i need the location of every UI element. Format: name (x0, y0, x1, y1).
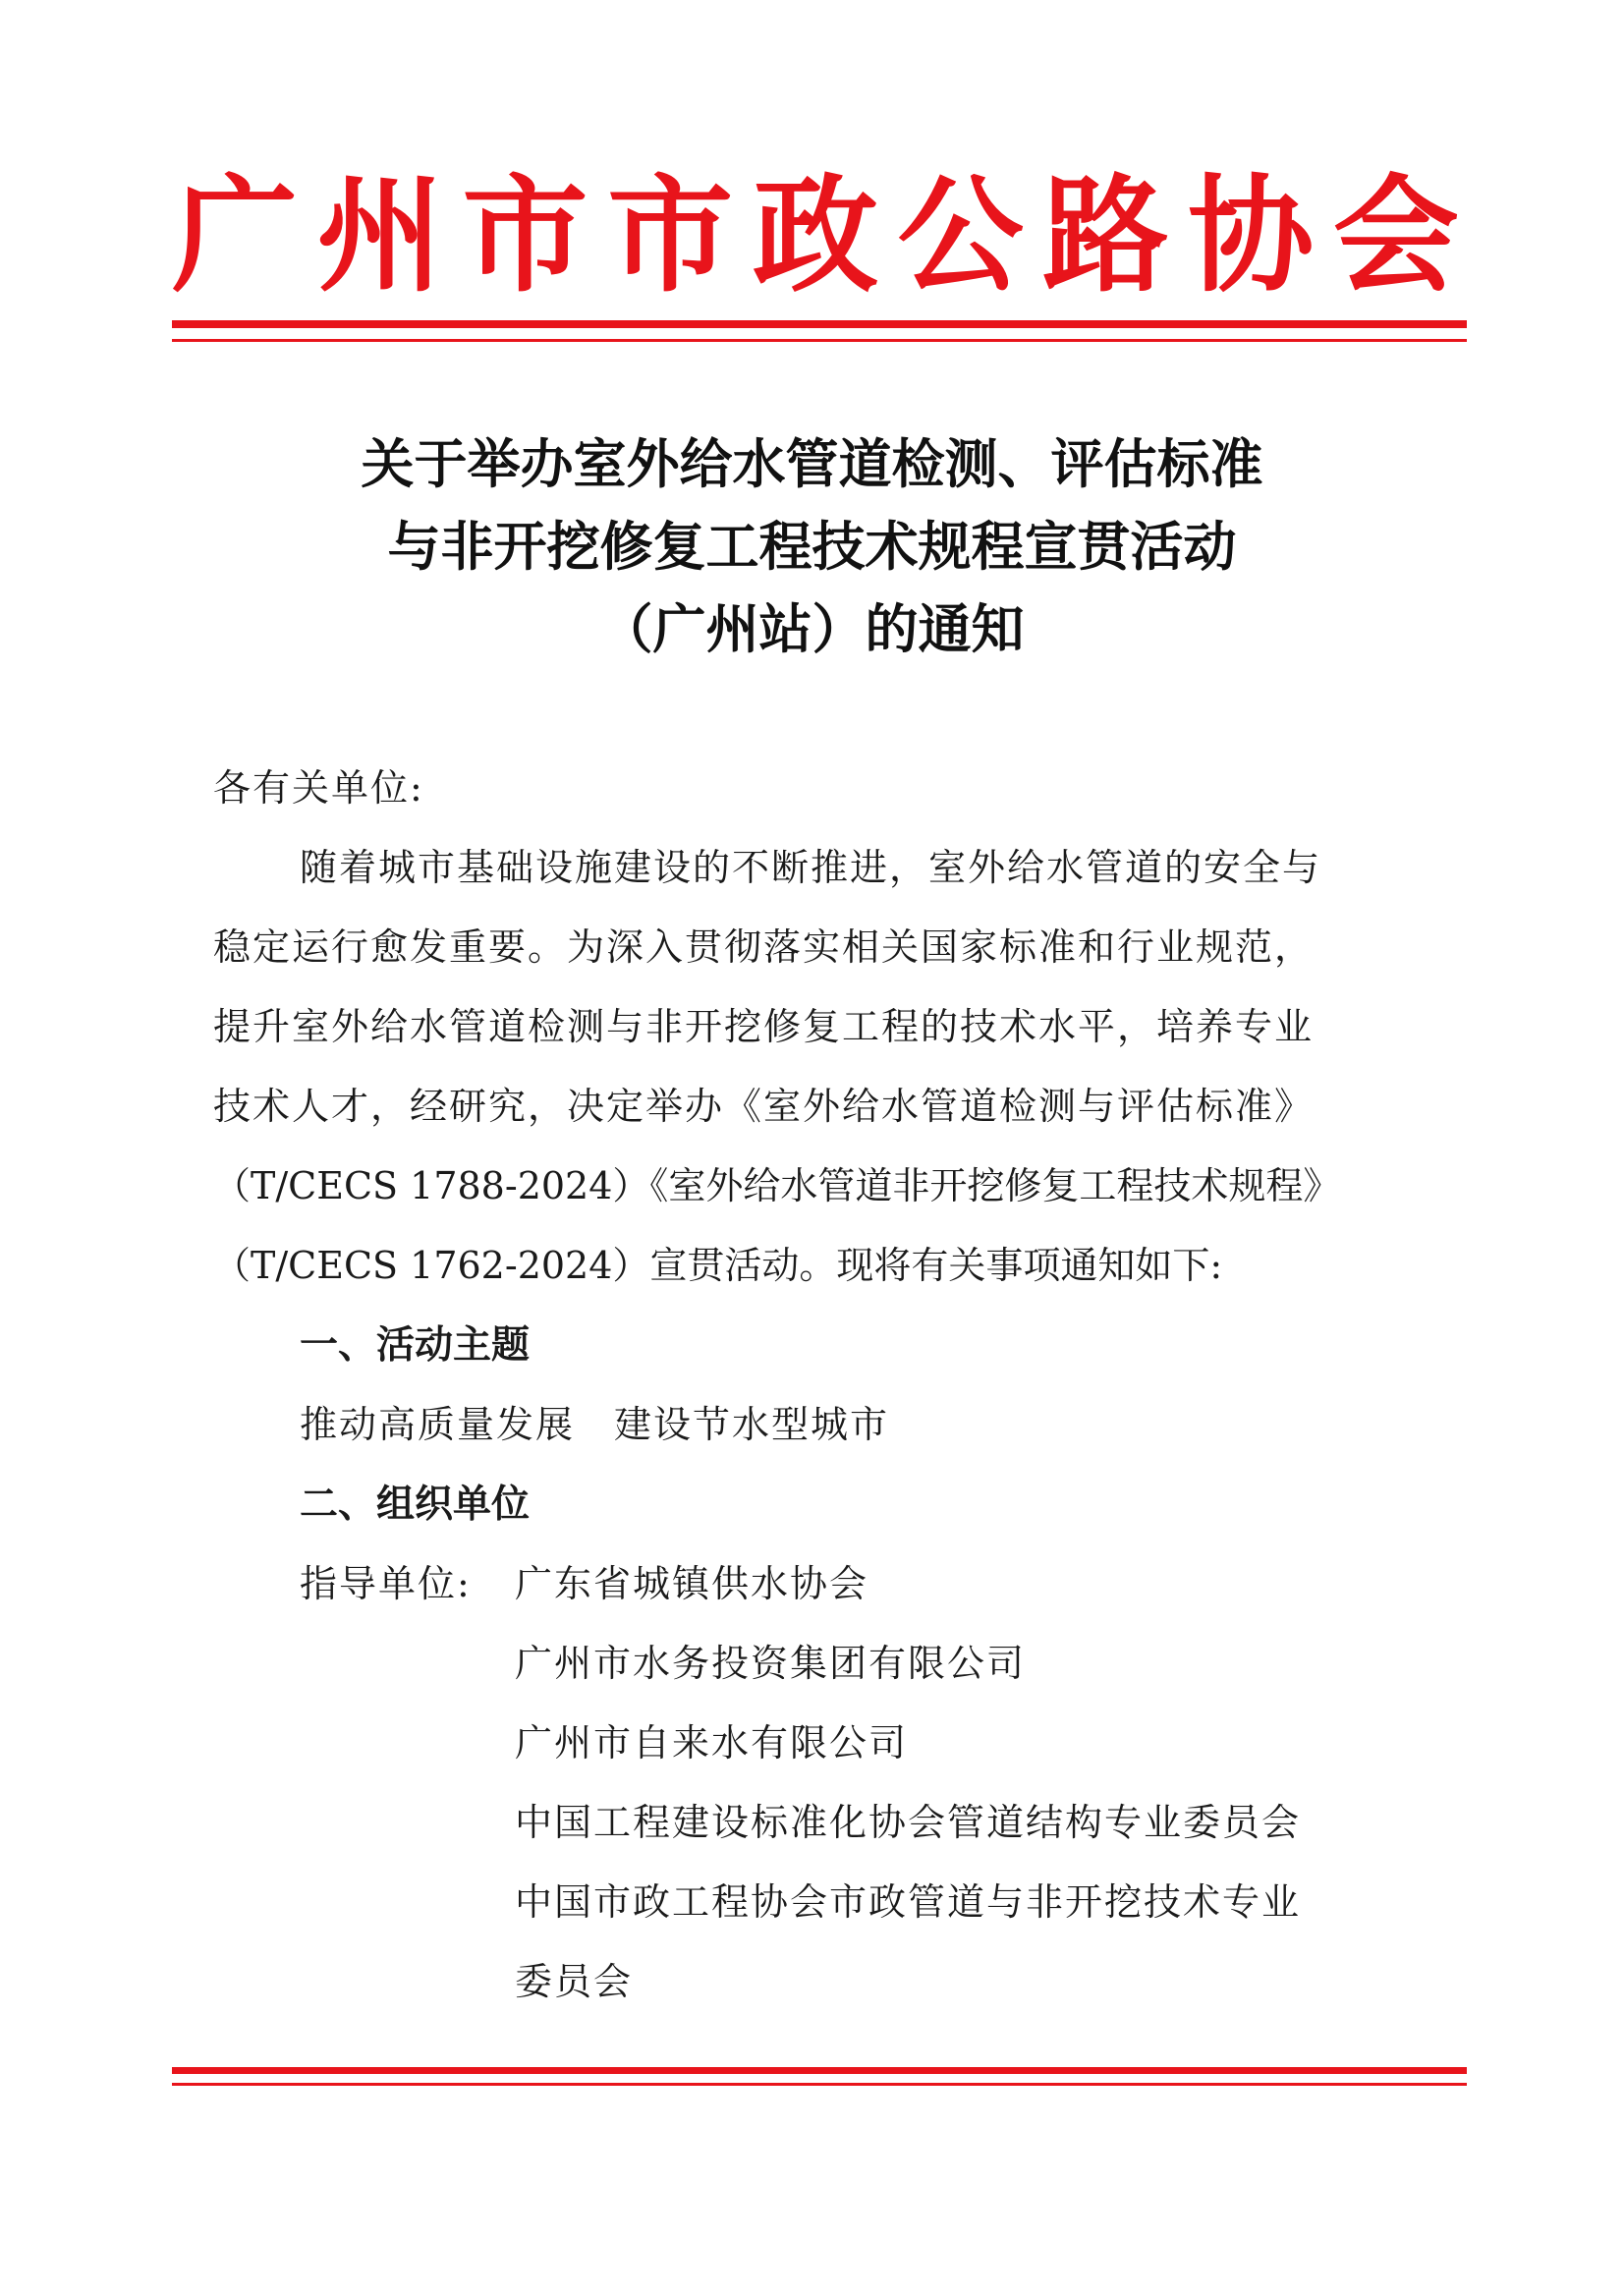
title-line: （广州站）的通知 (599, 597, 1025, 660)
title-line: 与非开挖修复工程技术规程宣贯活动 (387, 515, 1237, 578)
masthead-char: 会 (1332, 162, 1459, 309)
footer-divider-thick (172, 2067, 1467, 2074)
section-heading-organizers: 二、组织单位 (300, 1483, 531, 1527)
activity-theme: 推动高质量发展 建设节水型城市 (300, 1403, 890, 1446)
section-heading-theme: 一、活动主题 (300, 1323, 531, 1368)
header-divider-thin (172, 339, 1467, 342)
guide-unit: 中国工程建设标准化协会管道结构专业委员会 (515, 1801, 1302, 1844)
masthead-char: 市 (607, 162, 734, 309)
masthead-char: 市 (462, 162, 588, 309)
salutation: 各有关单位: (213, 766, 424, 810)
masthead-char: 广 (172, 162, 299, 309)
intro-line: 稳定运行愈发重要。为深入贯彻落实相关国家标准和行业规范， (213, 925, 1315, 969)
guide-unit-label: 指导单位: (300, 1562, 472, 1605)
intro-line: 技术人才，经研究，决定举办《室外给水管道检测与评估标准》 (213, 1085, 1315, 1128)
guide-unit: 广东省城镇供水协会 (515, 1562, 869, 1605)
guide-unit-row (213, 1544, 1431, 1624)
masthead-org-name (172, 157, 1459, 314)
intro-line: （T/CECS 1762-2024）宣贯活动。现将有关事项通知如下: (213, 1244, 1223, 1287)
masthead-char: 公 (897, 162, 1024, 309)
masthead-char: 政 (752, 162, 878, 309)
document-title (196, 422, 1428, 670)
header-divider-thick (172, 320, 1467, 328)
guide-unit: 广州市自来水有限公司 (515, 1721, 909, 1764)
title-line: 关于举办室外给水管道检测、评估标准 (361, 432, 1263, 495)
masthead-char: 协 (1188, 162, 1315, 309)
guide-unit: 广州市水务投资集团有限公司 (515, 1642, 1027, 1685)
guide-unit: 委员会 (515, 1960, 634, 2003)
intro-line: 随着城市基础设施建设的不断推进，室外给水管道的安全与 (300, 846, 1322, 889)
intro-line: （T/CECS 1788-2024）《室外给水管道非开挖修复工程技术规程》 (213, 1164, 1341, 1207)
guide-unit: 中国市政工程协会市政管道与非开挖技术专业 (515, 1880, 1302, 1924)
footer-divider-thin (172, 2083, 1467, 2086)
masthead-char: 州 (316, 162, 443, 309)
document-body (213, 749, 1431, 2022)
intro-line: 提升室外给水管道检测与非开挖修复工程的技术水平，培养专业 (213, 1005, 1315, 1048)
masthead-char: 路 (1042, 162, 1169, 309)
